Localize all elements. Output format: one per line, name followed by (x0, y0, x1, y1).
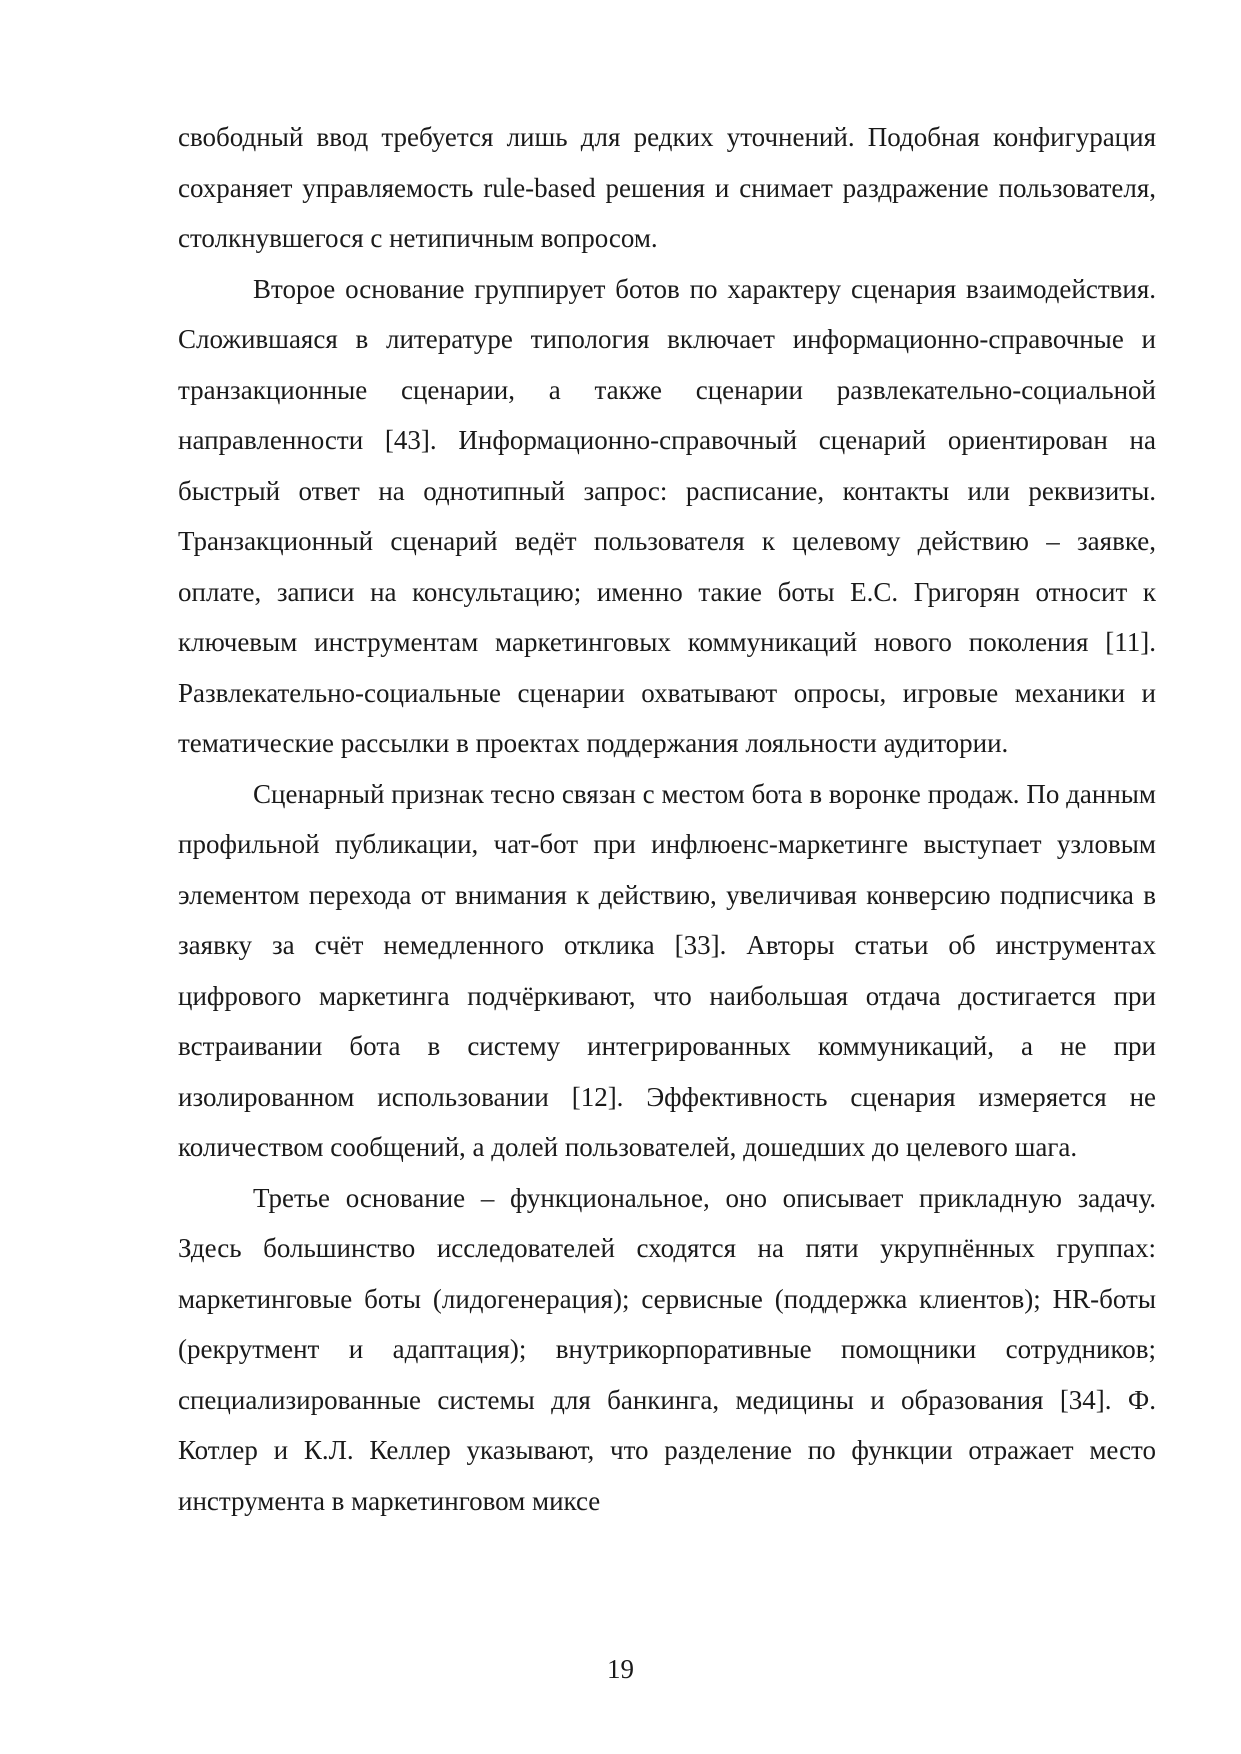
paragraph-sales-funnel: Сценарный признак тесно связан с местом бота в воронке продаж. По данным профильной публикации, чат-бот при инфлюенс-маркетинге выступает узловым элементом перехода от внимания к действию, увеличивая конверсию подписчика в заявку за счёт немедленного отклика [33]. Авторы статьи об инструментах цифрового маркетинга подчёркивают, что наибольшая отдача достигается при встраивании бота в систему интегрированных коммуникаций, а не при изолированном использовании [12]. Эффективность сценария измеряется не количеством сообщений, а долей пользователей, дошедших до целевого шага. (178, 778, 1156, 1162)
paragraph-scenario-typology: Второе основание группирует ботов по характеру сценария взаимодействия. Сложившаяся в литературе типология включает информационно-справочные и транзакционные сценарии, а также сценарии развлекательно-социальной направленности [43]. Информационно-справочный сценарий ориентирован на быстрый ответ на однотипный запрос: расписание, контакты или реквизиты. Транзакционный сценарий ведёт пользователя к целевому действию – заявке, оплате, записи на консультацию; именно такие боты Е.С. Григорян относит к ключевым инструментам маркетинговых коммуникаций нового поколения [11]. Развлекательно-социальные сценарии охватывают опросы, игровые механики и тематические рассылки в проектах поддержания лояльности аудитории. (178, 273, 1156, 758)
paragraph-functional-basis: Третье основание – функциональное, оно описывает прикладную задачу. Здесь большинство исследователей сходятся на пяти укрупнённых группах: маркетинговые боты (лидогенерация); сервисные (поддержка клиентов); HR-боты (рекрутмент и адаптация); внутрикорпоративные помощники сотрудников; специализированные системы для банкинга, медицины и образования [34]. Ф. Котлер и К.Л. Келлер указывают, что разделение по функции отражает место инструмента в маркетинговом миксе (178, 1182, 1156, 1516)
page-number: 19 (607, 1654, 634, 1684)
body-text (178, 112, 1156, 1526)
paragraph-continuation: свободный ввод требуется лишь для редких уточнений. Подобная конфигурация сохраняет управляемость rule-based решения и снимает раздражение пользователя, столкнувшегося с нетипичным вопросом. (178, 122, 1156, 253)
